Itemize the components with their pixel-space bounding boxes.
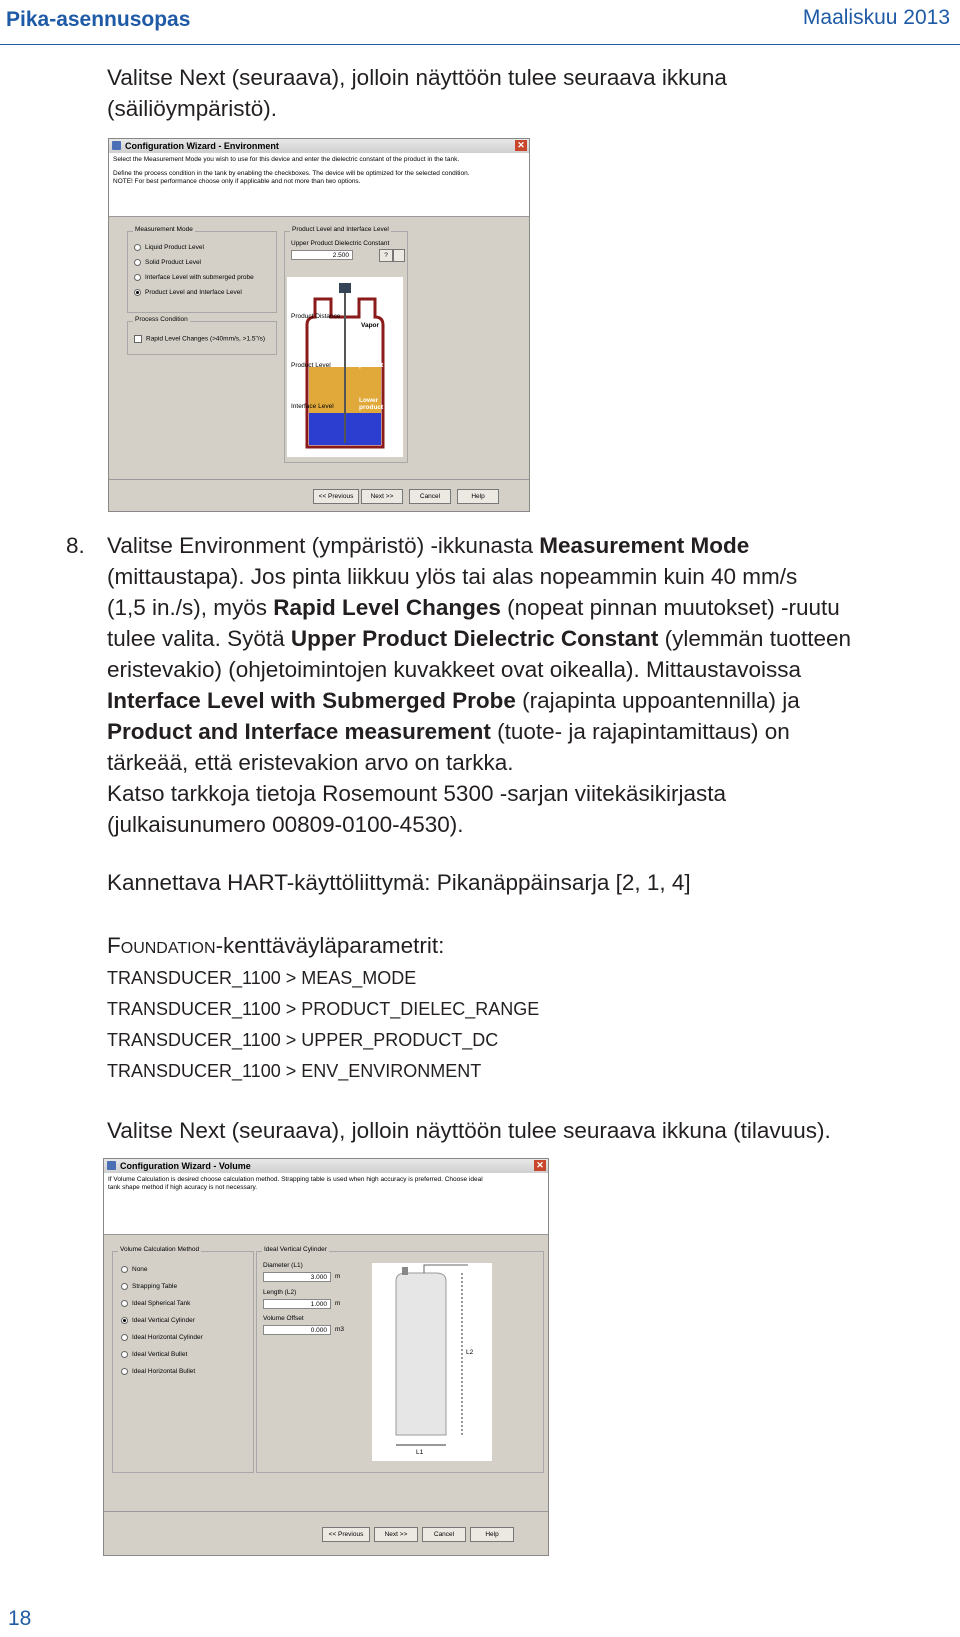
next-button[interactable]: Next >> [374,1527,418,1542]
step-8-text: Valitse Environment (ympäristö) -ikkunasta Measurement Mode (mittaustapa). Jos pinta liikkuu ylös tai alas nopeammin kuin 40 mm/s (1,5 in./s), myös Rapid Level Changes (nopeat pinnan muutokset) -ruutu tulee valita. Syötä Upper Product Dielectric Constant (ylemmän tuotteen eristevakio) (ohjetoimintojen kuvakkeet ovat oikealla). Mittaustavoissa Interface Level with Submerged Probe (rajapinta uppoantennilla) ja Product and Interface measurement (tuote- ja rajapintamittaus) on tärkeää, että eristevakion arvo on tarkka. Katso tarkkoja tietoja Rosemount 5300 -sarjan viitekäsikirjasta (julkaisunumero 00809-0100-4530). [107,533,852,837]
header-rule [0,44,960,45]
dialog-title-bar: Configuration Wizard - Volume ✕ [104,1159,548,1173]
radio-liquid-product-level[interactable]: Liquid Product Level [134,244,204,251]
wizard-icon [107,1161,116,1170]
radio-none[interactable]: None [121,1266,148,1273]
radio-ideal-horizontal-bullet[interactable]: Ideal Horizontal Bullet [121,1368,195,1375]
cylinder-diagram [372,1263,492,1461]
radio-ideal-spherical-tank[interactable]: Ideal Spherical Tank [121,1300,190,1307]
previous-button[interactable]: << Previous [313,489,359,504]
close-icon[interactable]: ✕ [515,140,527,151]
next-window-text: Valitse Next (seuraava), jolloin näyttöön tulee seuraava ikkuna (tilavuus). [107,1118,831,1143]
cancel-button[interactable]: Cancel [409,489,451,504]
help-button[interactable]: Help [470,1527,514,1542]
next-button[interactable]: Next >> [361,489,403,504]
environment-dialog-screenshot: Configuration Wizard - Environment ✕ Select the Measurement Mode you wish to use for this device and enter the dielectric constant of the product in the tank. Define the process condition in the tank by enabling the checkboxes. The device will be optimized for the selected condition. NOTE! For best performance choose only if applicable and not more than two options. Measurement Mode Liquid Product Level Solid Product Level Interface Level with submerged probe Product Level and Interface Level Process Condition Rapid Level Changes (>40mm/s, >1.5"/s) Product Level and Interface Level Upper Product Dielectric Constant 2.500 ? Product Distance Product Level Interface Level Vapor Upper product Lower product << Previous Next >> Cancel Help [108,138,530,512]
ff-param: TRANSDUCER_1100 > UPPER_PRODUCT_DC [107,1030,499,1050]
checkbox-rapid-level-changes[interactable]: Rapid Level Changes (>40mm/s, >1.5"/s) [134,335,265,343]
step-number: 8. [66,533,85,558]
dielectric-constant-input[interactable]: 2.500 [291,250,353,260]
help-icon[interactable]: ? [379,249,393,262]
measurement-mode-group: Measurement Mode Liquid Product Level Solid Product Level Interface Level with submerged probe Product Level and Interface Level [127,231,277,313]
hart-shortcut: Kannettava HART-käyttöliittymä: Pikanäppäinsarja [2, 1, 4] [107,870,691,895]
intro-text: Valitse Next (seuraava), jolloin näyttöön tulee seuraava ikkuna (säiliöympäristö). [107,65,727,121]
running-date: Maaliskuu 2013 [802,6,950,29]
close-icon[interactable]: ✕ [534,1160,546,1171]
product-level-group: Product Level and Interface Level Upper Product Dielectric Constant 2.500 ? [284,231,408,463]
dialog-description: Select the Measurement Mode you wish to use for this device and enter the dielectric constant of the product in the tank. Define the process condition in the tank by enabling the checkboxes. The device will be optimized for the selected condition. NOTE! For best performance choose only if applicable and not more than two options. [109,153,529,217]
dialog-description: If Volume Calculation is desired choose calculation method. Strapping table is used when high accuracy is preferred. Choose ideal tank shape method if high acuracy is not necessary. [104,1173,548,1235]
radio-ideal-vertical-bullet[interactable]: Ideal Vertical Bullet [121,1351,187,1358]
process-condition-group: Process Condition Rapid Level Changes (>40mm/s, >1.5"/s) [127,321,277,355]
ff-param: TRANSDUCER_1100 > PRODUCT_DIELEC_RANGE [107,999,540,1019]
ff-param: TRANSDUCER_1100 > MEAS_MODE [107,968,417,988]
radio-ideal-vertical-cylinder[interactable]: Ideal Vertical Cylinder [121,1317,195,1324]
page-number: 18 [8,1607,32,1630]
wizard-icon [112,141,121,150]
dialog-title-bar: Configuration Wizard - Environment ✕ [109,139,529,153]
volume-method-group: Volume Calculation Method None Strapping Table Ideal Spherical Tank Ideal Vertical Cylinder Ideal Horizontal Cylinder Ideal Vertical Bullet Ideal Horizontal Bullet [112,1251,254,1473]
vertical-cylinder-group: Ideal Vertical Cylinder Diameter (L1) 3.000 m Length (L2) 1.000 m Volume Offset 0.000 m3 [256,1251,544,1473]
radio-solid-product-level[interactable]: Solid Product Level [134,259,201,266]
length-input[interactable]: 1.000 [263,1299,331,1309]
previous-button[interactable]: << Previous [322,1527,370,1542]
cancel-button[interactable]: Cancel [422,1527,466,1542]
running-title: Pika-asennusopas [6,8,191,31]
volume-offset-input[interactable]: 0.000 [263,1325,331,1335]
foundation-heading: Foundation-kenttäväyläparametrit: [107,933,445,958]
help-button[interactable]: Help [457,489,499,504]
radio-strapping-table[interactable]: Strapping Table [121,1283,177,1290]
radio-interface-level-submerged[interactable]: Interface Level with submerged probe [134,274,254,281]
diameter-input[interactable]: 3.000 [263,1272,331,1282]
ff-param: TRANSDUCER_1100 > ENV_ENVIRONMENT [107,1061,482,1081]
radio-ideal-horizontal-cylinder[interactable]: Ideal Horizontal Cylinder [121,1334,203,1341]
radar-transmitter-icon [339,283,351,293]
calculator-icon[interactable] [393,249,405,262]
radio-product-and-interface-level[interactable]: Product Level and Interface Level [134,289,242,296]
volume-dialog-screenshot: Configuration Wizard - Volume ✕ If Volume Calculation is desired choose calculation method. Strapping table is used when high accuracy is preferred. Choose ideal tank shape method if high acuracy is not necessary. Volume Calculation Method None Strapping Table Ideal Spherical Tank Ideal Vertical Cylinder Ideal Horizontal Cylinder Ideal Vertical Bullet Ideal Horizontal Bullet Ideal Vertical Cylinder Diameter (L1) 3.000 m Length (L2) 1.000 m Volume Offset 0.000 m3 L2 L1 << Previous Next >> Cancel Help [103,1158,549,1556]
